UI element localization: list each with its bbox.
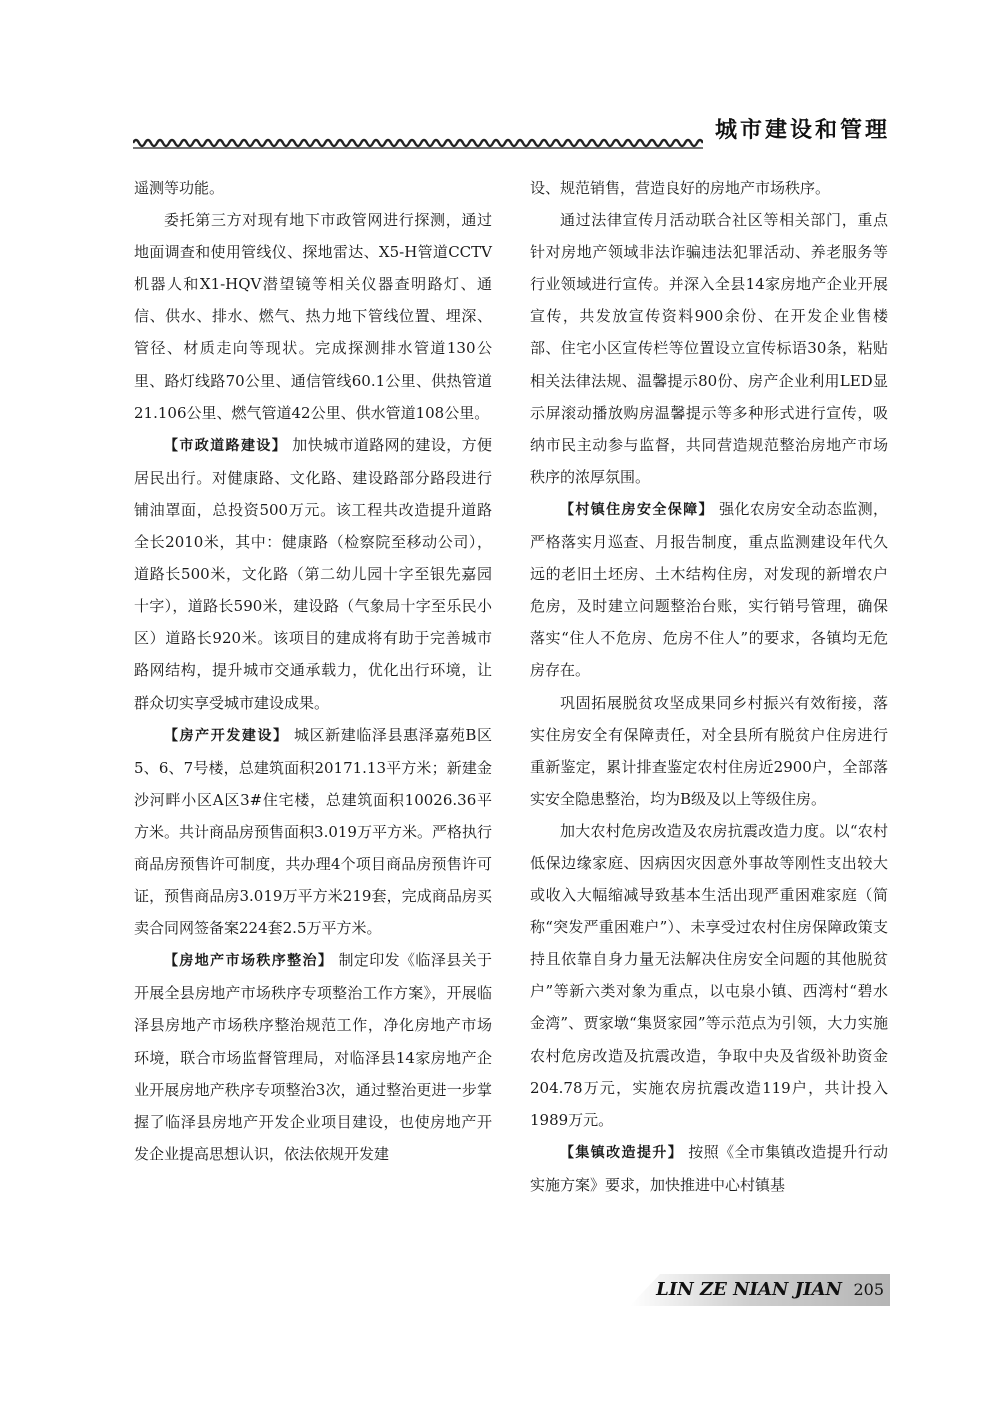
paragraph-text: 通过法律宣传月活动联合社区等相关部门，重点针对房地产领域非法诈骗违法犯罪活动、养老服务等行业领域进行宣传。并深入全县14家房地产企业开展宣传，共发放宣传资料900余份、在开发企业售楼部、住宅小区宣传栏等位置设立宣传标语30条，粘贴相关法律法规、温馨提示80份、房产企业利用LED显示屏滚动播放购房温馨提示等多种形式进行宣传，吸纳市民主动参与监督，共同营造规范整治房地产市场秩序的浓厚氛围。 xyxy=(530,211,888,486)
paragraph-text: 遥测等功能。 xyxy=(134,179,225,197)
paragraph xyxy=(530,1136,888,1201)
section-heading: 【房产开发建设】 xyxy=(164,727,289,744)
paragraph-text: 巩固拓展脱贫攻坚成果同乡村振兴有效衔接，落实住房安全有保障责任，对全县所有脱贫户住房进行重新鉴定，累计排查鉴定农村住房近2900户，全部落实安全隐患整治，均为B级及以上等级住房。 xyxy=(530,693,888,808)
page-number: 205 xyxy=(853,1280,884,1299)
paragraph-text: 按照《全市集镇改造提升行动实施方案》要求，加快推进中心村镇基 xyxy=(530,1142,888,1194)
paragraph-text: 加大农村危房改造及农房抗震改造力度。以“农村低保边缘家庭、因病因灾因意外事故等刚性支出较大或收入大幅缩减导致基本生活出现严重困难家庭（简称“突发严重困难户”）、未享受过农村住房保障政策支持且依靠自身力量无法解决住房安全问题的其他脱贫户”等新六类对象为重点，以屯泉小镇、西湾村“碧水金湾”、贾家墩“集贤家园”等示范点为引领，大力实施农村危房改造及抗震改造，争取中央及省级补助资金204.78万元，实施农房抗震改造119户，共计投入1989万元。 xyxy=(530,821,888,1129)
journal-name: LIN ZE NIAN JIAN xyxy=(656,1279,842,1300)
paragraph-text: 委托第三方对现有地下市政管网进行探测，通过地面调查和使用管线仪、探地雷达、X5-H管道CCTV机器人和X1-HQV潜望镜等相关仪器查明路灯、通信、供水、排水、燃气、热力地下管线位置、埋深、管径、材质走向等现状。完成探测排水管道130公里、路灯线路70公里、通信管线60.1公里、供热管道21.106公里、燃气管道42公里、供水管道108公里。 xyxy=(134,211,492,422)
paragraph-text: 设、规范销售，营造良好的房地产市场秩序。 xyxy=(530,179,831,197)
section-heading: 【房地产市场秩序整治】 xyxy=(164,953,334,970)
paragraph xyxy=(530,172,888,204)
paragraph xyxy=(530,493,888,687)
paragraph xyxy=(530,204,888,493)
section-heading: 【村镇住房安全保障】 xyxy=(560,501,714,518)
section-heading: 【集镇改造提升】 xyxy=(560,1144,684,1161)
paragraph xyxy=(530,815,888,1136)
right-column xyxy=(530,172,888,1201)
paragraph xyxy=(134,172,492,204)
paragraph xyxy=(134,429,492,719)
paragraph xyxy=(134,944,492,1170)
paragraph-text: 城区新建临泽县惠泽嘉苑B区5、6、7号楼，总建筑面积20171.13平方米；新建金沙河畔小区A区3#住宅楼，总建筑面积10026.36平方米。共计商品房预售面积3.019万平方米。严格执行商品房预售许可制度，共办理4个项目商品房预售许可证，预售商品房3.019万平方米219套，完成商品房买卖合同网签备案224套2.5万平方米。 xyxy=(134,725,493,938)
paragraph xyxy=(134,204,492,429)
paragraph xyxy=(134,719,492,945)
section-title: 城市建设和管理 xyxy=(714,118,890,143)
paragraph-text: 加快城市道路网的建设，方便居民出行。对健康路、文化路、建设路部分路段进行铺油罩面，总投资500万元。该工程共改造提升道路全长2010米，其中：健康路（检察院至移动公司），道路长500米，文化路（第二幼儿园十字至银先嘉园十字），道路长590米，建设路（气象局十字至乐民小区）道路长920米。该项目的建成将有助于完善城市路网结构，提升城市交通承载力，优化出行环境，让群众切实享受城市建设成果。 xyxy=(134,435,492,712)
running-header xyxy=(133,114,890,154)
left-column xyxy=(134,172,492,1170)
paragraph xyxy=(530,687,888,815)
section-heading: 【市政道路建设】 xyxy=(164,437,288,454)
page-footer xyxy=(630,1270,890,1308)
paragraph-text: 强化农房安全动态监测，严格落实月巡查、月报告制度，重点监测建设年代久远的老旧土坯房、土木结构住房，对发现的新增农户危房，及时建立问题整治台账，实行销号管理，确保落实“住人不危房、危房不住人”的要求，各镇均无危房存在。 xyxy=(530,499,888,680)
wavy-rule-ornament xyxy=(133,136,703,150)
paragraph-text: 制定印发《临泽县关于开展全县房地产市场秩序专项整治工作方案》，开展临泽县房地产市场秩序整治规范工作，净化房地产市场环境，联合市场监督管理局，对临泽县14家房地产企业开展房地产秩序专项整治3次，通过整治更进一步掌握了临泽县房地产开发企业项目建设，也使房地产开发企业提高思想认识，依法依规开发建 xyxy=(134,951,492,1163)
